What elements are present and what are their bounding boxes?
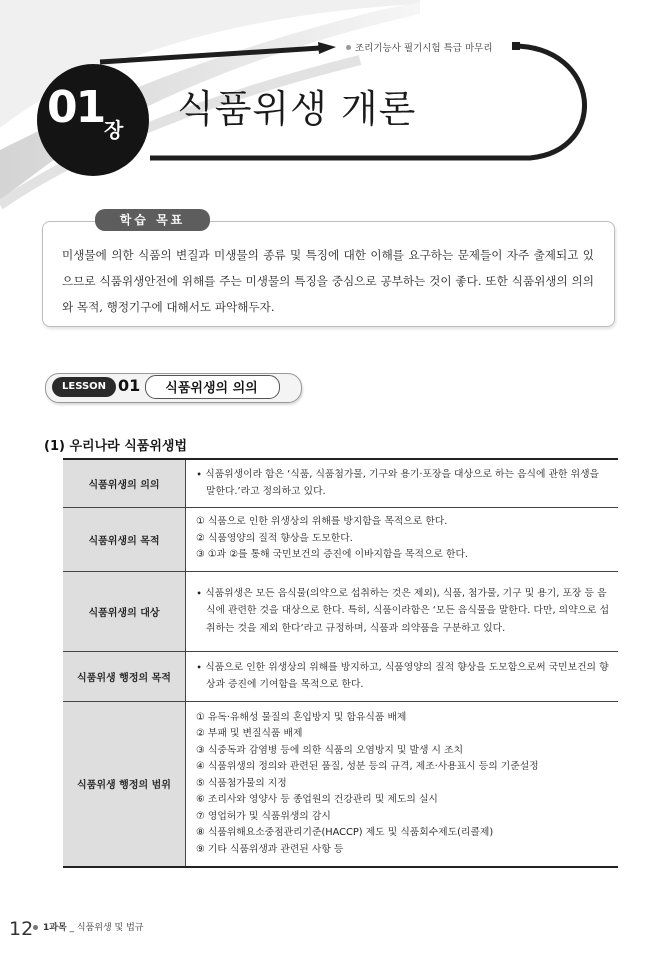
chapter-number: 01 bbox=[47, 82, 105, 133]
list-item: ② 식품영양의 질적 향상을 도모한다. bbox=[196, 532, 353, 544]
list-item: ③ 식중독과 감염병 등에 의한 식품의 오염방지 및 발생 시 조치 bbox=[196, 744, 464, 756]
list-item: ④ 식품위생의 정의와 관련된 품질, 성분 등의 규격, 제조·사용표시 등의 기준설정 bbox=[196, 761, 539, 772]
book-tag-text: 조리기능사 필기시험 특급 마무리 bbox=[355, 43, 493, 54]
chapter-title: 식품위생 개론 bbox=[177, 87, 417, 131]
footer-subject-title: 식품위생 및 법규 bbox=[76, 923, 144, 933]
list-item: ⑧ 식품위해요소중점관리기준(HACCP) 제도 및 식품회수제도(리콜제) bbox=[196, 827, 494, 838]
footer-running-title bbox=[43, 920, 144, 933]
table-row bbox=[63, 651, 618, 701]
row-header: 식품위생의 대상 bbox=[63, 571, 186, 651]
bullet-text: ∙ 식품위생이라 함은 ‘식품, 식품첨가물, 기구와 용기·포장을 대상으로 하는 음식에 관한 위생을 말한다.’라고 정의하고 있다. bbox=[196, 468, 600, 498]
lesson-number: 01 bbox=[118, 376, 141, 395]
chapter-word: 장 bbox=[104, 118, 124, 142]
food-hygiene-law-table bbox=[63, 458, 618, 868]
book-tag bbox=[346, 40, 493, 54]
table-row bbox=[63, 507, 618, 571]
list-item: ② 부패 및 변질식품 배제 bbox=[196, 728, 303, 739]
row-header: 식품위생의 의의 bbox=[63, 459, 186, 507]
row-content bbox=[186, 507, 619, 571]
bullet-text: ∙ 식품위생은 모든 음식물(의약으로 섭취하는 것은 제외), 식품, 첨가물, 기구 및 용기, 포장 등 음식에 관련한 것을 대상으로 한다. 특히, 식품이라함은 ‘모든 음식물을 말한다. 다만, 의약으로 섭취하는 것을 제외 한다’라고 규정하며, 식품과 의약품을 구분하고 있다. bbox=[196, 587, 610, 634]
footer-subject: 1과목 bbox=[43, 923, 67, 933]
footer-separator: _ bbox=[69, 923, 75, 933]
footer-dot-icon bbox=[33, 925, 38, 930]
table-row bbox=[63, 571, 618, 651]
section-heading: (1) 우리나라 식품위생법 bbox=[44, 439, 188, 454]
list-item: ③ ①과 ②를 통해 국민보건의 증진에 이바지함을 목적으로 한다. bbox=[196, 549, 469, 561]
learning-goal-text: 미생물에 의한 식품의 변질과 미생물의 종류 및 특징에 대한 이해를 요구하는 문제들이 자주 출제되고 있으므로 식품위생안전에 위해를 주는 미생물의 특징을 중심으로 공부하는 것이 좋다. 또한 식품위생의 의의와 목적, 행정기구에 대해서도 파악해두자. bbox=[62, 248, 594, 314]
row-content bbox=[186, 701, 619, 867]
list-item: ① 유독·유해성 물질의 혼입방지 및 함유식품 배제 bbox=[196, 711, 407, 723]
table-row bbox=[63, 701, 618, 867]
bullet-text: ∙ 식품으로 인한 위생상의 위해를 방지하고, 식품영양의 질적 향상을 도모함으로써 국민보건의 향상과 증진에 기여함을 목적으로 한다. bbox=[196, 661, 609, 690]
table-row bbox=[63, 459, 618, 507]
list-item: ⑤ 식품첨가물의 지정 bbox=[196, 777, 287, 789]
list-item: ⑦ 영업허가 및 식품위생의 감시 bbox=[196, 810, 331, 822]
row-content bbox=[186, 651, 619, 701]
row-content bbox=[186, 571, 619, 651]
bullet-dot-icon bbox=[346, 45, 351, 50]
row-content bbox=[186, 459, 619, 507]
list-item: ⑥ 조리사와 영양사 등 종업원의 건강관리 및 제도의 실시 bbox=[196, 794, 438, 805]
lesson-label: LESSON bbox=[52, 377, 116, 397]
lesson-title: 식품위생의 의의 bbox=[165, 381, 258, 396]
row-header: 식품위생 행정의 목적 bbox=[63, 651, 186, 701]
page-number: 12 bbox=[9, 918, 34, 940]
row-header: 식품위생의 목적 bbox=[63, 507, 186, 571]
learning-goal-label: 학습 목표 bbox=[95, 209, 210, 231]
numbered-list bbox=[196, 710, 610, 859]
list-item: ① 식품으로 인한 위생상의 위해를 방지함을 목적으로 한다. bbox=[196, 516, 448, 528]
numbered-list bbox=[196, 514, 610, 564]
list-item: ⑨ 기타 식품위생과 관련된 사항 등 bbox=[196, 843, 344, 855]
row-header: 식품위생 행정의 범위 bbox=[63, 701, 186, 867]
